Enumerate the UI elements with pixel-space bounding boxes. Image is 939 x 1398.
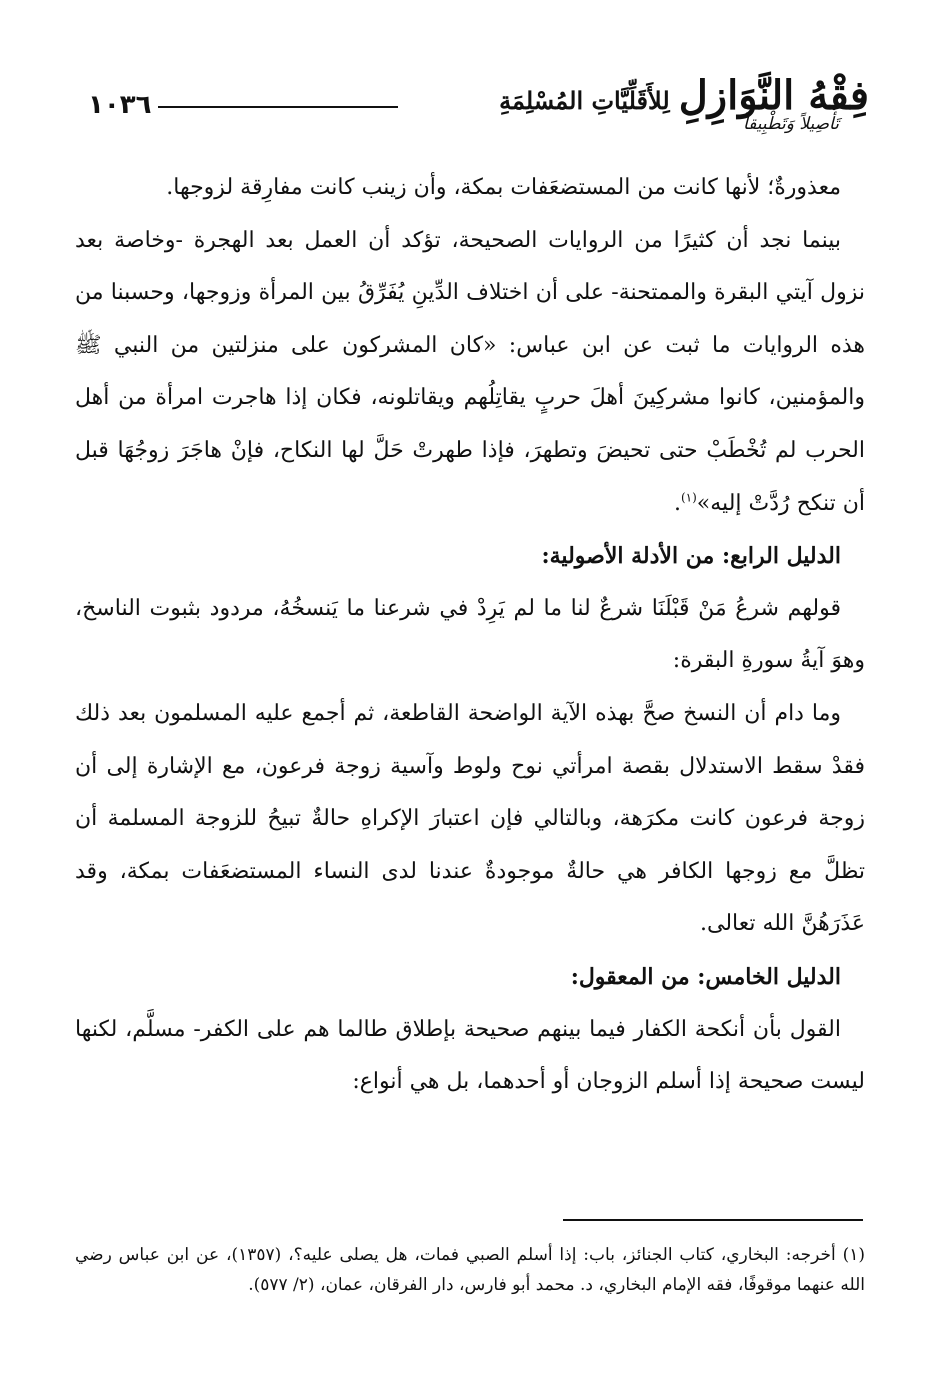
footnote-divider [563,1219,863,1221]
section-heading-fifth-evidence: الدليل الخامس: من المعقول: [570,963,841,990]
footnote-1: (١) أخرجه: البخاري، كتاب الجنائز، باب: إذا أسلم الصبي فمات، هل يصلى عليه؟، (١٣٥٧)، عن ابن عباس رضي الله عنهما موقوفًا، فقه الإمام البخاري، د. محمد أبو فارس، دار الفرقان، عمان، (٢/ ٥٧٧). [75,1245,865,1295]
page-header [70,62,869,142]
main-text [75,162,865,1109]
paragraph-3: قولهم شرعُ مَنْ قَبْلَنَا شرعٌ لنا ما لم يَرِدْ في شرعنا ما يَنسخُهُ، مردود بثبوت الناسخ، وهوَ آيةُ سورةِ البقرة: [75,595,865,674]
paragraph-2-text: بينما نجد أن كثيرًا من الروايات الصحيحة، تؤكد أن العمل بعد الهجرة -وخاصة بعد نزول آيتي البقرة والممتحنة- على أن اختلاف الدِّينِ يُفَرِّقُ بين المرأة وزوجها، وحسبنا من هذه الروايات ما ثبت عن ابن عباس: «كان المشركون على منزلتين من النبي ﷺ والمؤمنين، كانوا مشركِينَ أهلَ حربٍ يقاتِلُهم ويقاتلونه، فكان إذا هاجرت امرأة من أهل الحرب لم تُخْطَبْ حتى تحيضَ وتطهرَ، فإذا طهرتْ حَلَّ لها النكاح، فإنْ هاجَرَ زوجُهَا قبل أن تنكح رُدَّتْ إليه» [75,227,865,516]
header-divider [158,106,398,108]
paragraph-2-end: . [673,490,681,516]
paragraph-1: معذورةٌ؛ لأنها كانت من المستضعَفات بمكة، وأن زينب كانت مفارِقة لزوجها. [166,175,841,200]
paragraph-2 [75,215,865,531]
page-number: ١٠٣٦ [88,90,152,120]
book-title [409,72,869,119]
footnote-ref-1: (١) [680,490,697,505]
footnotes [75,1240,865,1300]
book-subtitle: تَأْصِيلاً وَتَطْبِيقاً [743,114,839,134]
book-title-minor: لِلأَقَلِّيَّاتِ المُسْلِمَةِ [499,86,670,115]
book-title-main: فِقْهُ النَّوَازِلِ [678,72,869,119]
book-title-block [409,66,869,140]
paragraph-5: القول بأن أنكحة الكفار فيما بينهم صحيحة بإطلاق طالما هم على الكفر- مسلَّم، لكنها ليست صحيحة إذا أسلم الزوجان أو أحدهما، بل هي أنواع: [75,1016,865,1095]
section-heading-fourth-evidence: الدليل الرابع: من الأدلة الأصولية: [541,543,841,570]
paragraph-4: وما دام أن النسخ صحَّ بهذه الآية الواضحة القاطعة، ثم أجمع عليه المسلمون بعد ذلك فقدْ سقط الاستدلال بقصة امرأتي نوح ولوط وآسية زوجة فرعون، مع الإشارة إلى أن زوجة فرعون كانت مكرَهة، وبالتالي فإن اعتبارَ الإكراهِ حالةٌ تبيحُ للزوجة المسلمة أن تظلَّ مع زوجها الكافر هي حالةٌ موجودةٌ عندنا لدى النساء المستضعَفات بمكة، وقد عَذَرَهُنَّ الله تعالى. [75,700,865,937]
